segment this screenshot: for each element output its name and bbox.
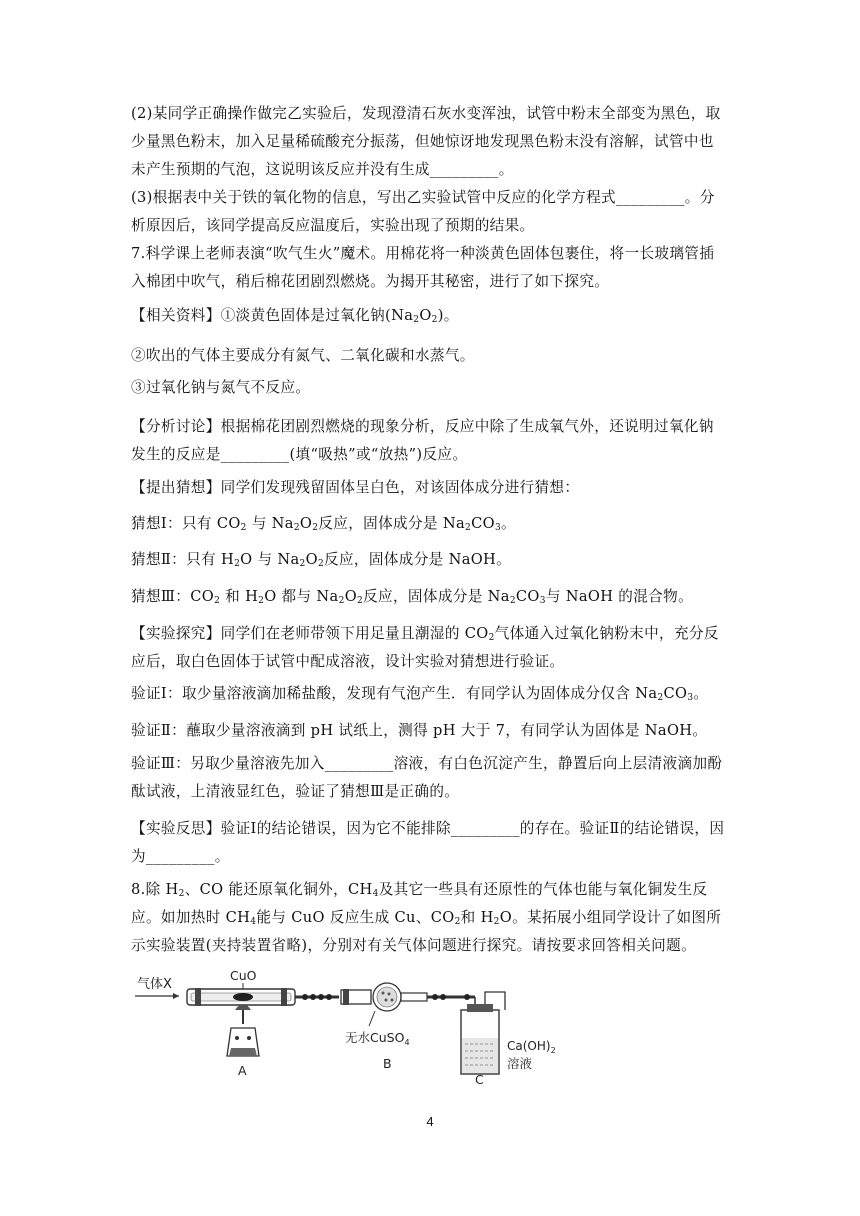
cuo-label: CuO	[230, 968, 257, 983]
solution-label: 溶液	[507, 1056, 533, 1071]
q7-reflect: 【实验反思】验证Ⅰ的结论错误，因为它不能排除_________的存在。验证Ⅱ的结论错误，因为_________。	[131, 820, 725, 865]
wash-bottle-c	[461, 992, 505, 1074]
q8-intro: 8.除 $H_2$、CO 能还原氧化铜外，$CH_4$及其它一些具有还原性的气体也能与氧化铜发生反应。如加热时 $CH_4$能与 CuO 反应生成 Cu、$CO_2$和 $H_2O$。某拓展小组同学设计了如图所示实验装置(夹持装置省略)，分别对有关气体问题进行探究。请按要求回答相关问题。	[131, 881, 722, 954]
q6-paragraph-3: (3)根据表中关于铁的氧化物的信息，写出乙实验试管中反应的化学方程式_________。分析原因后，该同学提高反应温度后，实验出现了预期的结果。	[131, 189, 715, 234]
cuso4-label: 无水CuSO$_4$	[345, 1030, 410, 1047]
q7-intro: 7.科学课上老师表演“吹气生火”魔术。用棉花将一种淡黄色固体包裹住，将一长玻璃管插入棉团中吹气，稍后棉花团剧烈燃烧。为揭开其秘密，进行了如下探究。	[131, 245, 715, 290]
caoh2-label: $Ca(OH)_2$	[507, 1039, 556, 1055]
q7-info-2: ②吹出的气体主要成分有氮气、二氧化碳和水蒸气。	[131, 347, 475, 364]
q7-verify-1: 验证Ⅰ：取少量溶液滴加稀盐酸，发现有气泡产生．有同学认为固体成分仅含 $Na_2CO_3$。	[131, 685, 709, 703]
q7-verify-3: 验证Ⅲ：另取少量溶液先加入_________溶液，有白色沉淀产生，静置后向上层清液滴加酚酞试液，上清液显红色，验证了猜想Ⅲ是正确的。	[131, 755, 723, 800]
q7-verify-2: 验证Ⅱ：蘸取少量溶液滴到 pH 试纸上，测得 pH 大于 7，有同学认为固体是 NaOH。	[131, 722, 708, 739]
arrow-head-icon	[173, 993, 179, 999]
apparatus-figure	[131, 958, 571, 1084]
q7-guess-heading: 【提出猜想】同学们发现残留固体呈白色，对该固体成分进行猜想：	[131, 479, 580, 496]
connecting-tube-ab	[295, 994, 339, 1000]
q6-paragraph-2: (2)某同学正确操作做完乙实验后，发现澄清石灰水变浑浊，试管中粉末全部变为黑色，取少量黑色粉末，加入足量稀硫酸充分振荡，但她惊讶地发现黑色粉末没有溶解，试管中也未产生预期的气泡，这说明该反应并没有生成_________。	[131, 105, 721, 178]
label-c: C	[475, 1072, 484, 1084]
label-b: B	[383, 1056, 392, 1071]
q7-guess-2: 猜想Ⅱ：只有 $H_2O$ 与 $Na_2O_2$反应，固体成分是 NaOH。	[131, 551, 512, 569]
alcohol-burner-a	[227, 1004, 259, 1056]
reaction-tube-a	[187, 988, 295, 1006]
drying-tube-b	[341, 983, 427, 1011]
label-a: A	[238, 1063, 247, 1078]
gas-x-label: 气体X	[137, 977, 172, 992]
q7-guess-1: 猜想Ⅰ：只有 $CO_2$ 与 $Na_2O_2$反应，固体成分是 $Na_2CO_3$。	[131, 515, 516, 533]
q7-analysis: 【分析讨论】根据棉花团剧烈燃烧的现象分析，反应中除了生成氧气外，还说明过氧化钠发生的反应是_________(填“吸热”或“放热”)反应。	[131, 418, 714, 463]
q7-info-3: ③过氧化钠与氮气不反应。	[131, 379, 311, 396]
q7-explore: 【实验探究】同学们在老师带领下用足量且潮湿的 $CO_2$气体通入过氧化钠粉末中，充分反应后，取白色固体于试管中配成溶液，设计实验对猜想进行验证。	[131, 625, 719, 670]
q7-guess-3: 猜想Ⅲ：$CO_2$ 和 $H_2O$ 都与 $Na_2O_2$反应，固体成分是 $Na_2CO_3$与 NaOH 的混合物。	[131, 588, 694, 606]
page-number: 4	[426, 1114, 434, 1129]
q7-info-1: 【相关资料】①淡黄色固体是过氧化钠$(Na_2O_2)$。	[131, 307, 459, 325]
